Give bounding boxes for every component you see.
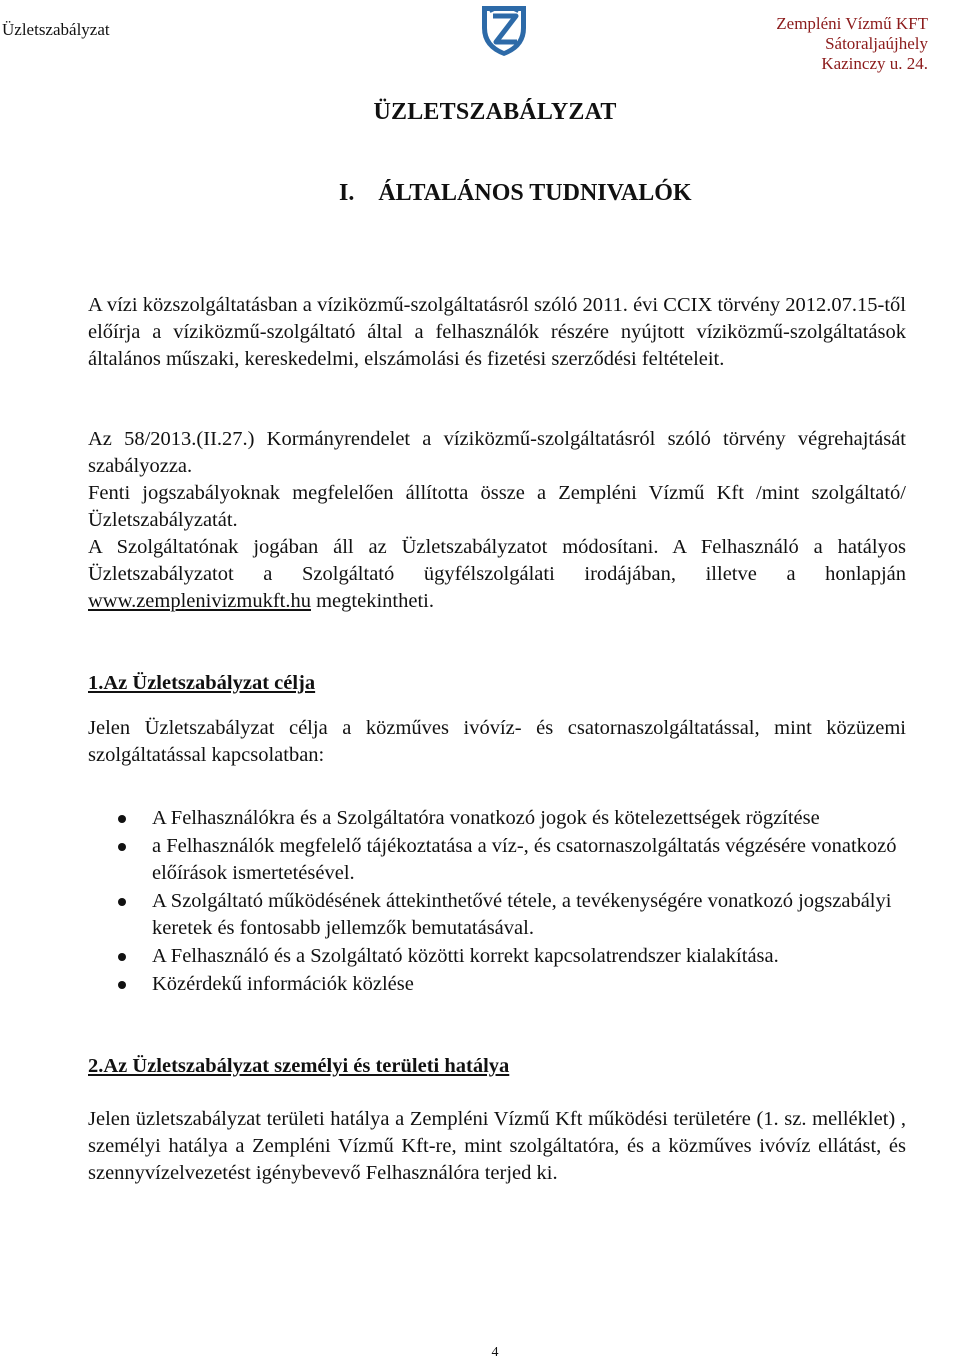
website-link[interactable]: www.zemplenivizmukft.hu (88, 590, 311, 612)
bullet-icon (118, 981, 126, 989)
bullet-icon (118, 815, 126, 823)
header-company-city: Sátoraljaújhely (825, 34, 928, 53)
header-document-title: Üzletszabályzat (2, 20, 110, 39)
header-company-name: Zempléni Vízmű KFT (776, 14, 928, 33)
section-i-number: I. (339, 180, 355, 206)
list-item: A Felhasználókra és a Szolgáltatóra vonatkozó jogok és kötelezettségek rögzítése (88, 805, 906, 832)
header-company-block (776, 14, 928, 74)
header-company-street: Kazinczy u. 24. (821, 54, 928, 73)
modification-text-end: megtekintheti. (310, 590, 434, 612)
bullet-icon (118, 843, 126, 851)
section-2-heading: 2.Az Üzletszabályzat személyi és területi hatálya (88, 1055, 510, 1077)
section-i-heading (339, 180, 692, 207)
intro-paragraph-modification (88, 534, 906, 615)
company-logo-icon (478, 2, 530, 58)
section-i-label: ÁLTALÁNOS TUDNIVALÓK (378, 180, 692, 206)
intro-paragraph-decree: Az 58/2013.(II.27.) Kormányrendelet a víziközmű-szolgáltatásról szóló törvény végrehajtását szabályozza. (88, 428, 906, 477)
bullet-icon (118, 953, 126, 961)
list-item: Közérdekű információk közlése (88, 971, 906, 998)
list-item: A Felhasználó és a Szolgáltató közötti korrekt kapcsolatrendszer kialakítása. (88, 943, 906, 970)
page-number: 4 (491, 1345, 499, 1360)
document-title: ÜZLETSZABÁLYZAT (373, 99, 617, 125)
list-item: A Szolgáltató működésének áttekinthetővé tétele, a tevékenységére vonatkozó jogszabályi keretek és fontosabb jellemzők bemutatásával. (88, 888, 906, 942)
modification-text: A Szolgáltatónak jogában áll az Üzletszabályzatot módosítani. A Felhasználó a hatályos Üzletszabályzatot a Szolgáltató ügyfélszolgálati irodájában, illetve a honlapján (88, 536, 906, 585)
list-item: a Felhasználók megfelelő tájékoztatása a víz-, és csatornaszolgáltatás végzésére vonatkozó előírások ismertetésével. (88, 833, 906, 887)
section-1-heading: 1.Az Üzletszabályzat célja (88, 672, 316, 694)
bullet-icon (118, 898, 126, 906)
section-2-text: Jelen üzletszabályzat területi hatálya a Zempléni Vízmű Kft működési területére (1. sz. melléklet) , személyi hatálya a Zempléni Vízmű Kft-re, mint szolgáltatóra, és a közműves ivóvíz ellátást, és szennyvízelvezetést igénybevevő Felhasználóra terjed ki. (88, 1108, 906, 1184)
intro-paragraph-compiled: Fenti jogszabályoknak megfelelően állította össze a Zempléni Vízmű Kft /mint szolgáltató/ Üzletszabályzatát. (88, 482, 906, 531)
purpose-list (88, 805, 906, 999)
intro-paragraph-law: A vízi közszolgáltatásban a víziközmű-szolgáltatásról szóló 2011. évi CCIX törvény 2012.07.15-től előírja a víziközmű-szolgáltató által a felhasználók részére nyújtott víziközmű-szolgáltatások általános műszaki, kereskedelmi, elszámolási és fizetési szerződési feltételeit. (88, 294, 906, 370)
section-1-intro: Jelen Üzletszabályzat célja a közműves ivóvíz- és csatornaszolgáltatással, mint közüzemi szolgáltatással kapcsolatban: (88, 717, 906, 766)
